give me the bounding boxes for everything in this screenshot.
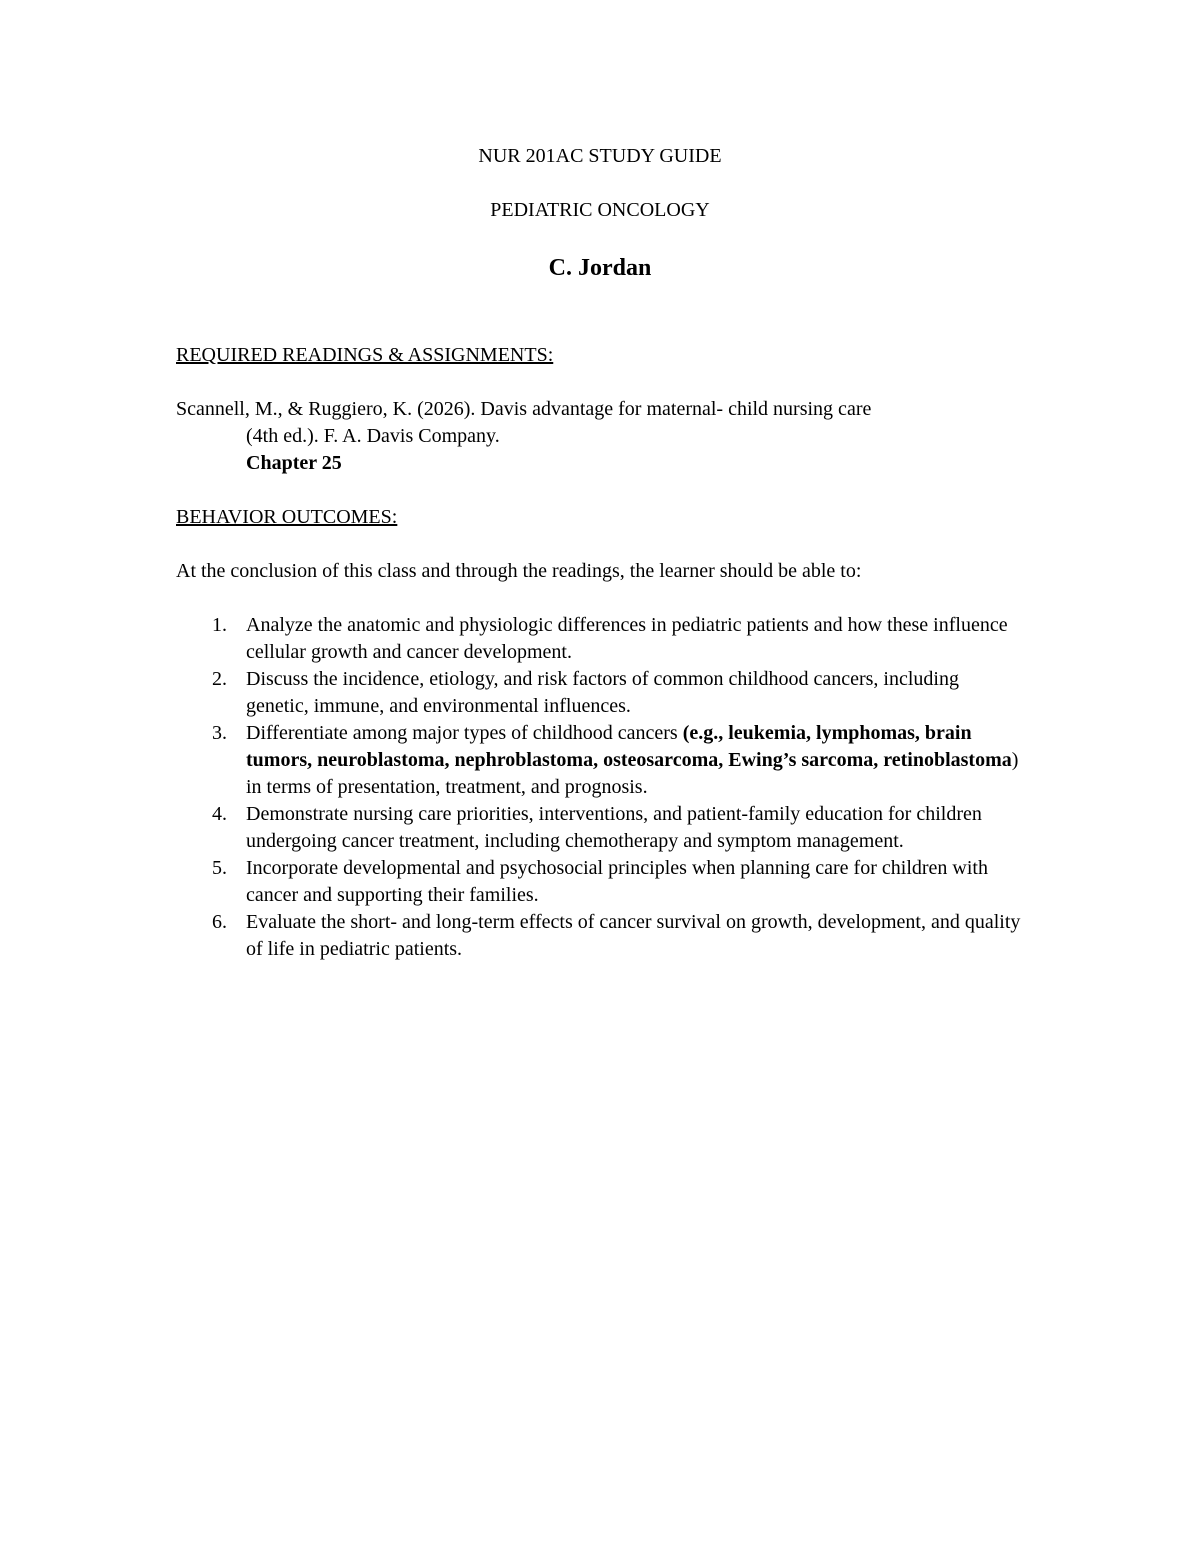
outcome-text: Discuss the incidence, etiology, and risk factors of common childhood cancers, including genetic, immune, and environmental influences. xyxy=(246,668,959,717)
outcome-text: Demonstrate nursing care priorities, interventions, and patient-family education for children undergoing cancer treatment, including chemotherapy and symptom management. xyxy=(246,803,982,852)
outcome-number: 3. xyxy=(212,722,227,744)
chapter-label: Chapter 25 xyxy=(246,452,342,474)
outcome-item-5 xyxy=(176,855,1026,909)
course-title: NUR 201AC STUDY GUIDE xyxy=(478,145,722,167)
outcome-number: 6. xyxy=(212,911,227,933)
outcomes-intro: At the conclusion of this class and through the readings, the learner should be able to: xyxy=(176,560,862,582)
outcome-text-before: Differentiate among major types of childhood cancers xyxy=(246,722,683,744)
outcome-text-after: ) in terms of presentation, treatment, and prognosis. xyxy=(246,749,1019,798)
outcome-item-6 xyxy=(176,909,1026,963)
outcome-text-bold: (e.g., leukemia, lymphomas, brain tumors, neuroblastoma, nephroblastoma, osteosarcoma, Ewing’s sarcoma, retinoblastoma xyxy=(246,722,1012,771)
outcome-text: Incorporate developmental and psychosocial principles when planning care for children with cancer and supporting their families. xyxy=(246,857,988,906)
outcome-number: 2. xyxy=(212,668,227,690)
citation-line-2: (4th ed.). F. A. Davis Company. xyxy=(246,425,500,447)
author-name: C. Jordan xyxy=(548,255,652,281)
outcome-text: Evaluate the short- and long-term effects of cancer survival on growth, development, and quality of life in pediatric patients. xyxy=(246,911,1021,960)
outcome-item-3 xyxy=(176,720,1026,801)
citation-line-1: Scannell, M., & Ruggiero, K. (2026). Davis advantage for maternal- child nursing care xyxy=(176,398,872,420)
outcome-number: 5. xyxy=(212,857,227,879)
outcome-text: Analyze the anatomic and physiologic differences in pediatric patients and how these influence cellular growth and cancer development. xyxy=(246,614,1008,663)
readings-heading: REQUIRED READINGS & ASSIGNMENTS: xyxy=(176,344,554,366)
reading-citation xyxy=(176,396,1026,477)
outcome-item-2 xyxy=(176,666,1026,720)
outcomes-list xyxy=(176,612,1026,963)
outcome-item-1 xyxy=(176,612,1026,666)
outcome-number: 1. xyxy=(212,614,227,636)
outcome-number: 4. xyxy=(212,803,227,825)
outcomes-heading: BEHAVIOR OUTCOMES: xyxy=(176,506,398,528)
topic-title: PEDIATRIC ONCOLOGY xyxy=(490,199,710,221)
outcome-item-4 xyxy=(176,801,1026,855)
